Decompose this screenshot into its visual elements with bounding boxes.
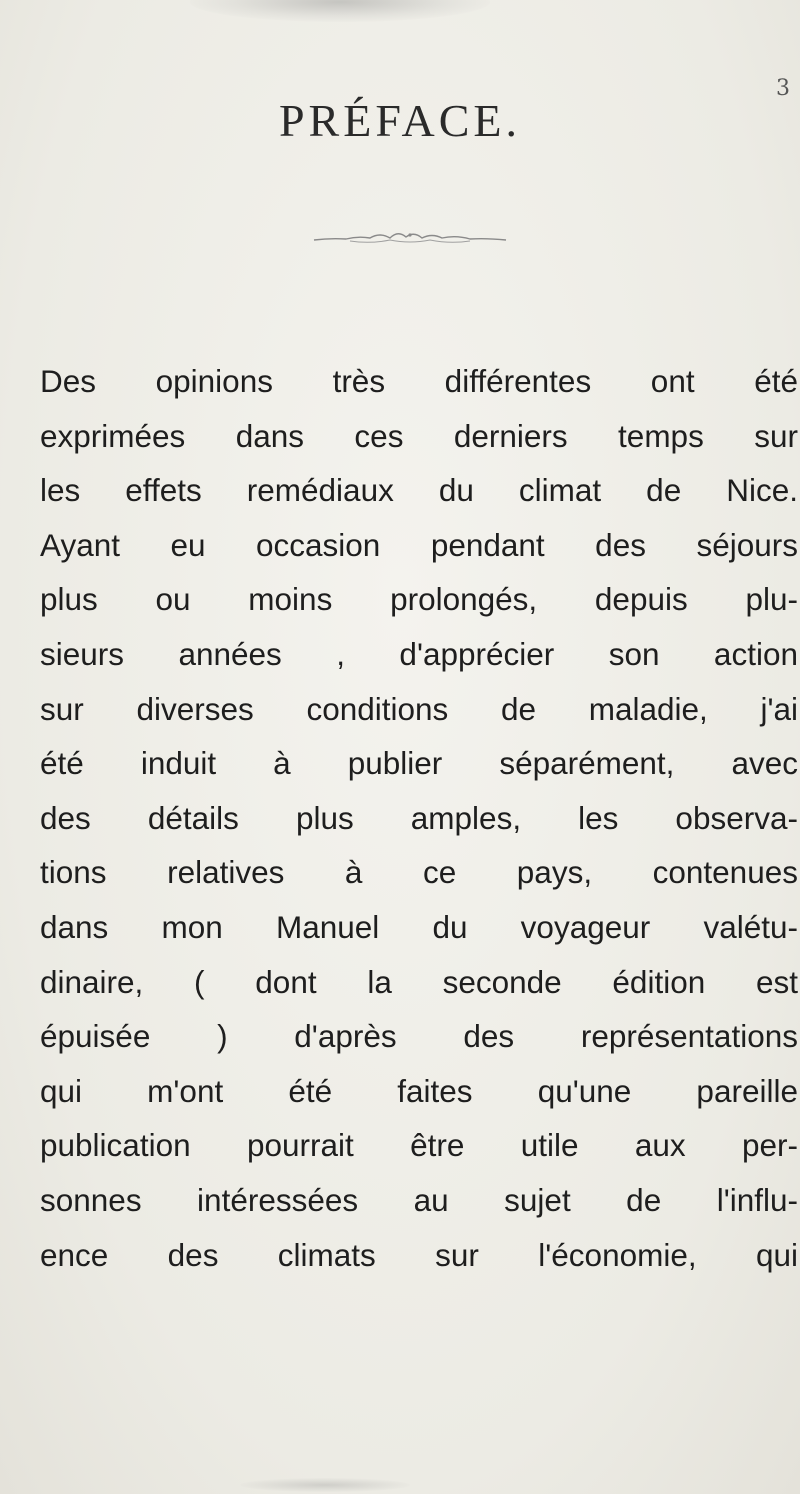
text-line: ence des climats sur l'économie, qui [40, 1236, 798, 1273]
text-line: épuisée ) d'après des représentations [40, 1018, 798, 1055]
text-line: Ayant eu occasion pendant des séjours [40, 526, 798, 563]
preface-body [40, 354, 798, 1282]
text-line: sonnes intéressées au sujet de l'influ- [40, 1181, 798, 1218]
page-title: PRÉFACE. [278, 95, 522, 146]
text-line: tions relatives à ce pays, contenues [40, 854, 798, 891]
text-line: publication pourrait être utile aux per- [40, 1127, 798, 1164]
text-line: des détails plus amples, les observa- [40, 799, 798, 836]
page-number: 3 [776, 76, 790, 101]
scan-smudge-top [190, 0, 490, 22]
text-line: exprimées dans ces derniers temps sur [40, 417, 798, 454]
text-line: les effets remédiaux du climat de Nice. [40, 472, 798, 509]
ornament-rule-icon [310, 226, 510, 250]
text-line: dinaire, ( dont la seconde édition est [40, 963, 798, 1000]
text-line: été induit à publier séparément, avec [40, 745, 798, 782]
text-line: sieurs années , d'apprécier son action [40, 635, 798, 672]
text-line: Des opinions très différentes ont été [40, 363, 798, 399]
text-line: plus ou moins prolongés, depuis plu- [40, 581, 798, 618]
text-line: dans mon Manuel du voyageur valétu- [40, 908, 798, 945]
scan-smudge-bottom [240, 1478, 410, 1492]
text-line: qui m'ont été faites qu'une pareille [40, 1072, 798, 1109]
text-line: sur diverses conditions de maladie, j'ai [40, 690, 798, 727]
